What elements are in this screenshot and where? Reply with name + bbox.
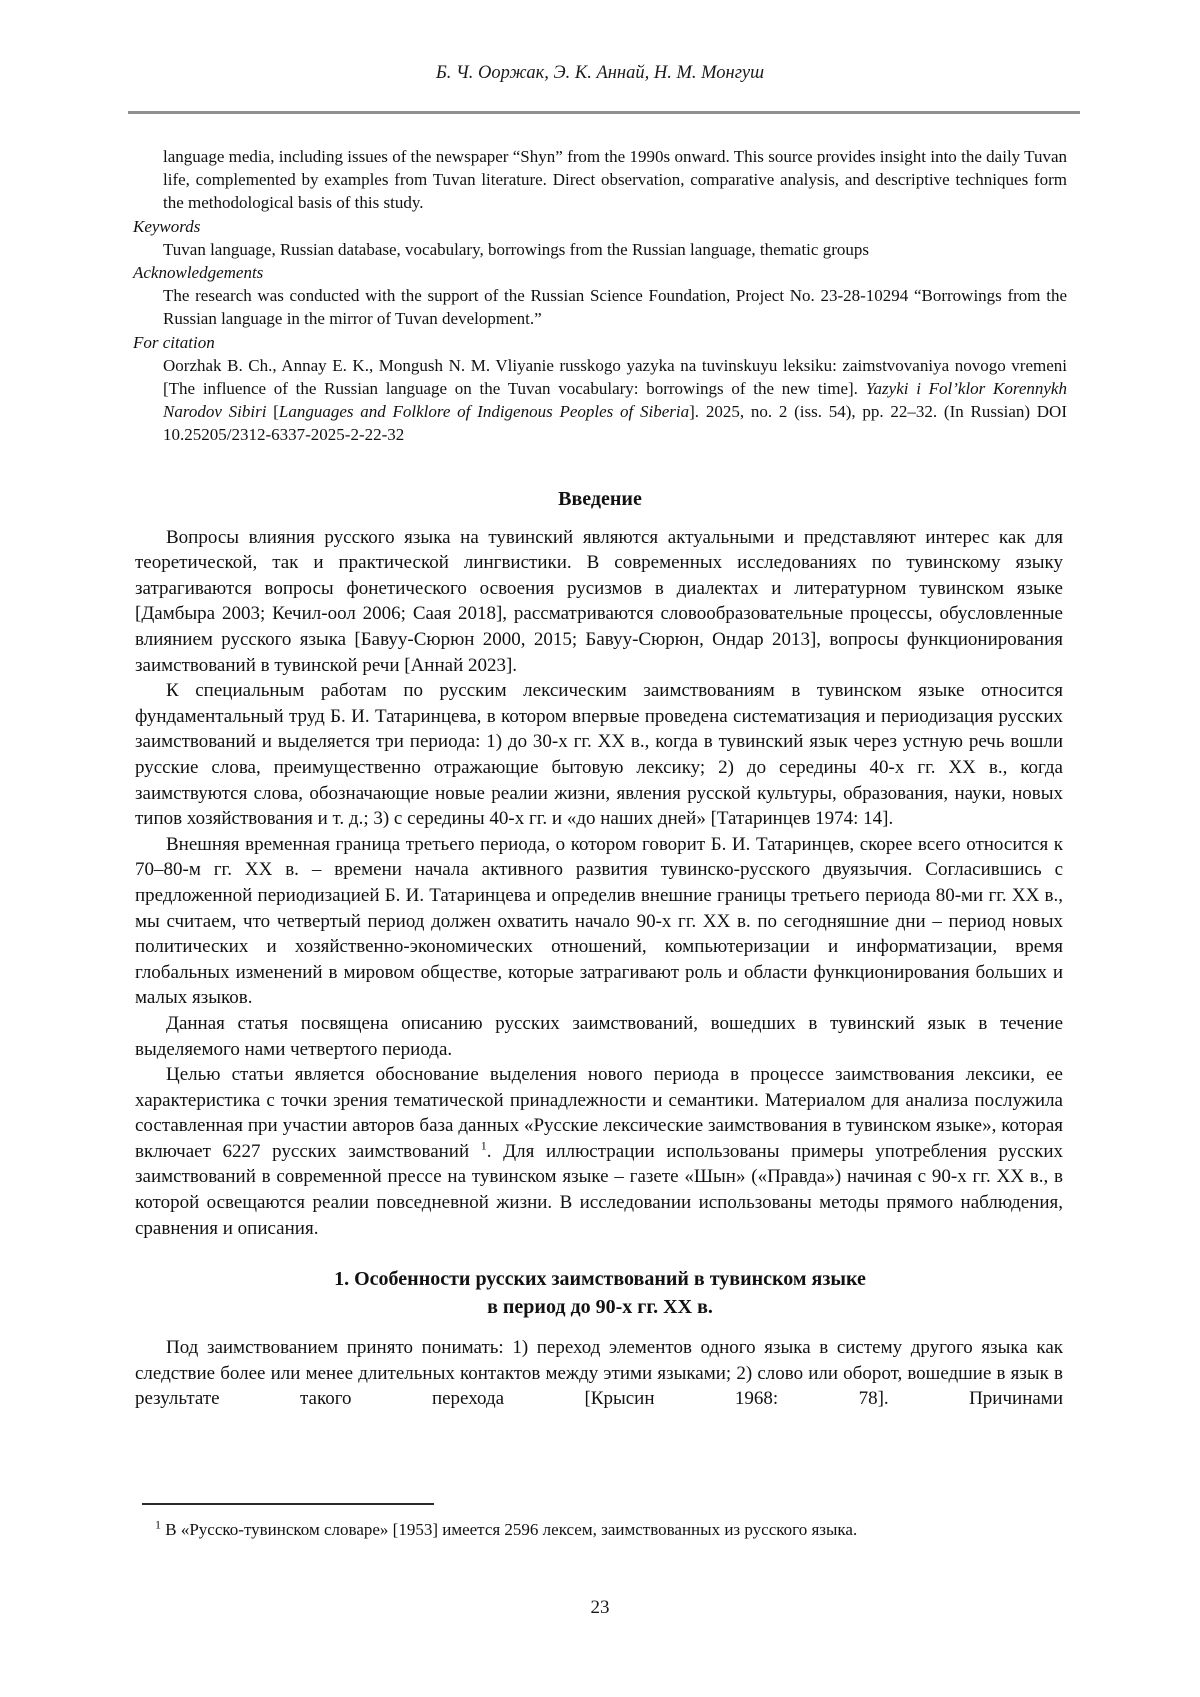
citation-text (163, 354, 1067, 447)
keywords-text: Tuvan language, Russian database, vocabulary, borrowings from the Russian language, thematic groups (163, 239, 869, 259)
for-citation-label: For citation (133, 332, 215, 352)
abstract-continuation: language media, including issues of the newspaper “Shyn” from the 1990s onward. This source provides insight into the daily Tuvan life, complemented by examples from Tuvan literature. Direct observation, comparative analysis, and descriptive techniques form the methodological basis of this study. (163, 147, 1067, 213)
citation-journal-transliterated: Yazyki i Fol’klor Korennykh Narodov Sibiri (163, 379, 1067, 422)
paragraph-intro-5-text: Целью статьи является обоснование выделения нового периода в процессе заимствования лексики, ее характеристика с точки зрения тематической принадлежности и семантики. Материалом для анализа послужила составленная при участии авторов база данных «Русские лексические заимствования в тувинском языке», которая включает 6227 русских заимствований (135, 1064, 1063, 1162)
footnote-marker: 1 (155, 1517, 161, 1532)
paragraph-intro-3: Внешняя временная граница третьего периода, о котором говорит Б. И. Татаринцев, скорее всего относится к 70–80-м гг. XX в. – времени начала активного развития тувинско-русского двуязычия. Согласившись с предложенной периодизацией Б. И. Татаринцева и определив внешние границы третьего периода 80-ми гг. XX в., мы считаем, что четвертый период должен охватить начало 90-х гг. XX в. по сегодняшние дни – период новых политических и хозяйственно-экономических отношений, компьютеризации и информатизации, время глобальных изменений в мировом обществе, которые затрагивают роль и области функционирования больших и малых языков. (135, 833, 1063, 1009)
section-1-heading-line-2: в период до 90-х гг. XX в. (487, 1296, 713, 1319)
acknowledgements-label: Acknowledgements (133, 263, 264, 283)
introduction-heading: Введение (558, 487, 642, 510)
paragraph-intro-4: Данная статья посвящена описанию русских заимствований, вошедших в тувинский язык в течение выделяемого нами четвертого периода. (135, 1012, 1063, 1060)
paragraph-intro-1: Вопросы влияния русского языка на тувинский являются актуальными и представляют интерес как для теоретической, так и практической лингвистики. В современных исследованиях по тувинскому языку затрагиваются вопросы фонетического освоения русизмов в диалектах и литературном тувинском языке [Дамбыра 2003; Кечил-оол 2006; Саая 2018], рассматриваются словообразовательные процессы, обусловленные влиянием русского языка [Бавуу-Сюрюн 2000, 2015; Бавуу-Сюрюн, Ондар 2013], вопросы функционирования заимствований в тувинской речи [Аннай 2023]. (135, 526, 1063, 676)
acknowledgements-text: The research was conducted with the support of the Russian Science Foundation, Project No. 23-28-10294 “Borrowings from the Russian language in the mirror of Tuvan development.” (163, 286, 1067, 329)
running-head-authors: Б. Ч. Ооржак, Э. К. Аннай, Н. М. Монгуш (435, 63, 765, 83)
paragraph-section1-1: Под заимствованием принято понимать: 1) переход элементов одного языка в систему другого языка как следствие более или менее длительных контактов между этими языками; 2) слово или оборот, вошедшие в язык в результате такого перехода [Крысин 1968: 78]. Причинами (135, 1337, 1063, 1410)
footnote-divider (142, 1503, 434, 1505)
paragraph-intro-5-text-after: . Для иллюстрации использованы примеры употребления русских заимствований в современной прессе на тувинском языке – газете «Шын» («Правда») начиная с 90-х гг. XX в., в которой освещаются реалии повседневной жизни. В исследовании использованы методы прямого наблюдения, сравнения и описания. (135, 1140, 1064, 1239)
keywords-label: Keywords (133, 216, 201, 236)
footnote-block (135, 1503, 1063, 1541)
section-1-heading-line-1: 1. Особенности русских заимствований в тувинском языке (334, 1268, 866, 1291)
citation-part-3: ]. 2025, no. 2 (iss. 54), pp. 22–32. (In Russian) DOI 10.25205/2312-6337-2025-2-22-32 (163, 402, 1067, 445)
front-matter (133, 145, 1067, 447)
paragraph-intro-5 (135, 1062, 1063, 1241)
footnote-reference-marker: 1 (480, 1138, 487, 1153)
footnote (135, 1519, 1063, 1541)
citation-part-1: Oorzhak B. Ch., Annay E. K., Mongush N. M. Vliyanie russkogo yazyka na tuvinskuyu leksiku: zaimstvovaniya novogo vremeni [The influence of the Russian language on the Tuvan vocabulary: borrowings of the new time]. (163, 355, 1067, 399)
citation-part-2: [ (266, 402, 279, 422)
paragraph-intro-2: К специальным работам по русским лексическим заимствованиям в тувинском языке относится фундаментальный труд Б. И. Татаринцева, в котором впервые проведена систематизация и периодизация русских заимствований и выделяется три периода: 1) до 30-х гг. XX в., когда в тувинский язык через устную речь вошли русские слова, преимущественно отражающие бытовую лексику; 2) до середины 40-х гг. XX в., когда заимствуются слова, обозначающие новые реалии жизни, явления русской культуры, образования, науки, новых типов хозяйствования и т. д.; 3) с середины 40-х гг. и «до наших дней» [Татаринцев 1974: 14]. (135, 680, 1063, 830)
section-1-heading (133, 1265, 1067, 1321)
citation-journal-english: Languages and Folklore of Indigenous Peoples of Siberia (278, 402, 690, 422)
footnote-content: В «Русско-тувинском словаре» [1953] имеется 2596 лексем, заимствованных из русского языка. (161, 1520, 858, 1539)
header-divider (128, 111, 1080, 114)
page-number: 23 (590, 1597, 610, 1618)
